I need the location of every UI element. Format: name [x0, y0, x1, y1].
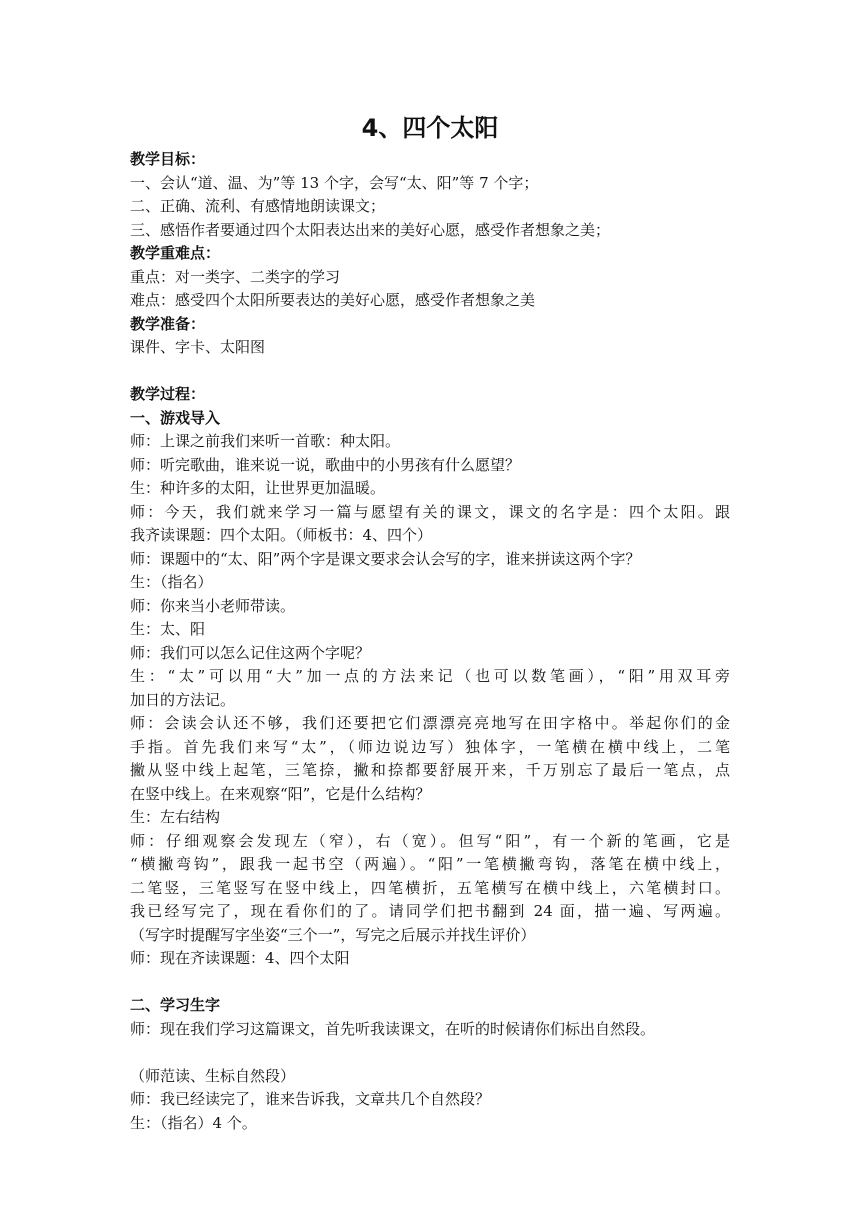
- paragraph-line: 师：现在我们学习这篇课文，首先听我读课文，在听的时候请你们标出自然段。: [130, 1019, 656, 1038]
- key-point-focus: 重点：对一类字、二类字的学习: [130, 267, 341, 286]
- paragraph-line: 师：听完歌曲，谁来说一说，歌曲中的小男孩有什么愿望？: [130, 455, 521, 474]
- paragraph-line: 师：我已经读完了，谁来告诉我，文章共几个自然段？: [130, 1090, 491, 1108]
- paragraph-line: 师：会读会认还不够，我们还要把它们漂漂亮亮地写在田字格中。举起你们的金: [130, 714, 730, 732]
- paragraph-line: 生：左右结构: [130, 808, 221, 826]
- key-point-difficulty: 难点：感受四个太阳所要表达的美好心愿，感受作者想象之美: [130, 291, 536, 309]
- paragraph-line: 师：上课之前我们来听一首歌：种太阳。: [130, 432, 401, 450]
- paragraph-line: 生：（指名）: [130, 573, 213, 591]
- goals-heading: 教学目标：: [130, 150, 206, 168]
- paragraph-line: “横撇弯钩”，跟我一起书空（两遍）。“阳”一笔横撇弯钩，落笔在横中线上，: [130, 855, 730, 873]
- paragraph-line: 生：（指名）4 个。: [130, 1113, 257, 1132]
- spacer: [130, 360, 730, 384]
- section-1-heading: 一、游戏导入: [130, 408, 221, 427]
- paragraph-line: 生：种许多的太阳，让世界更加温暖。: [130, 479, 386, 497]
- paragraph-line: 师：你来当小老师带读。: [130, 596, 296, 615]
- paragraph-line: 在竖中线上。在来观察“阳”，它是什么结构？: [130, 784, 431, 803]
- paragraph-line: 二笔竖，三笔竖写在竖中线上，四笔横折，五笔横写在横中线上，六笔横封口。: [130, 878, 730, 897]
- paragraph-line: 手指。首先我们来写“太”，（师边说边写）独体字，一笔横在横中线上，二笔: [130, 737, 730, 756]
- key-points-heading: 教学重难点：: [130, 244, 221, 262]
- paragraph-line: 师：课题中的“太、阳”两个字是课文要求会认会写的字，谁来拼读这两个字？: [130, 549, 641, 568]
- section-2-heading: 二、学习生字: [130, 996, 221, 1014]
- lesson-title: 4、四个太阳: [361, 114, 499, 142]
- goal-item-3: 三、感悟作者要通过四个太阳表达出来的美好心愿，感受作者想象之美；: [130, 220, 611, 239]
- spacer: [130, 971, 730, 995]
- paragraph-line: 师：我们可以怎么记住这两个字呢？: [130, 643, 371, 662]
- goal-item-1: 一、会认“道、温、为”等 13 个字，会写“太、阳”等 7 个字；: [130, 173, 539, 192]
- preparation-heading: 教学准备：: [130, 314, 206, 333]
- paragraph-line: 师：仔细观察会发现左（窄），右（宽）。但写“阳”，有一个新的笔画，它是: [130, 831, 730, 850]
- paragraph-line: 我齐读课题：四个太阳。（师板书：4、四个）: [130, 526, 433, 544]
- paragraph-line: 生：“太”可以用“大”加一点的方法来记（也可以数笔画），“阳”用双耳旁: [130, 667, 730, 685]
- goal-item-2: 二、正确、流利、有感情地朗读课文；: [130, 197, 386, 215]
- paragraph-line: （师范读、生标自然段）: [130, 1066, 296, 1085]
- paragraph-line: 师：今天，我们就来学习一篇与愿望有关的课文，课文的名字是：四个太阳。跟: [130, 502, 730, 521]
- lesson-body: [130, 148, 730, 1135]
- process-heading: 教学过程：: [130, 385, 206, 403]
- paragraph-line: 生：太、阳: [130, 620, 206, 638]
- preparation-item: 课件、字卡、太阳图: [130, 338, 266, 356]
- paragraph-line: 撇从竖中线上起笔，三笔捺，撇和捺都要舒展开来，千万别忘了最后一笔点，点: [130, 761, 730, 779]
- paragraph-line: 师：现在齐读课题：4、四个太阳: [130, 949, 350, 967]
- spacer: [130, 1041, 730, 1065]
- paragraph-line: 加日的方法记。: [130, 690, 236, 709]
- paragraph-line: （写字时提醒写字坐姿“三个一”，写完之后展示并找生评价）: [130, 925, 536, 944]
- paragraph-line: 我已经写完了，现在看你们的了。请同学们把书翻到 24 面，描一遍、写两遍。: [130, 902, 730, 920]
